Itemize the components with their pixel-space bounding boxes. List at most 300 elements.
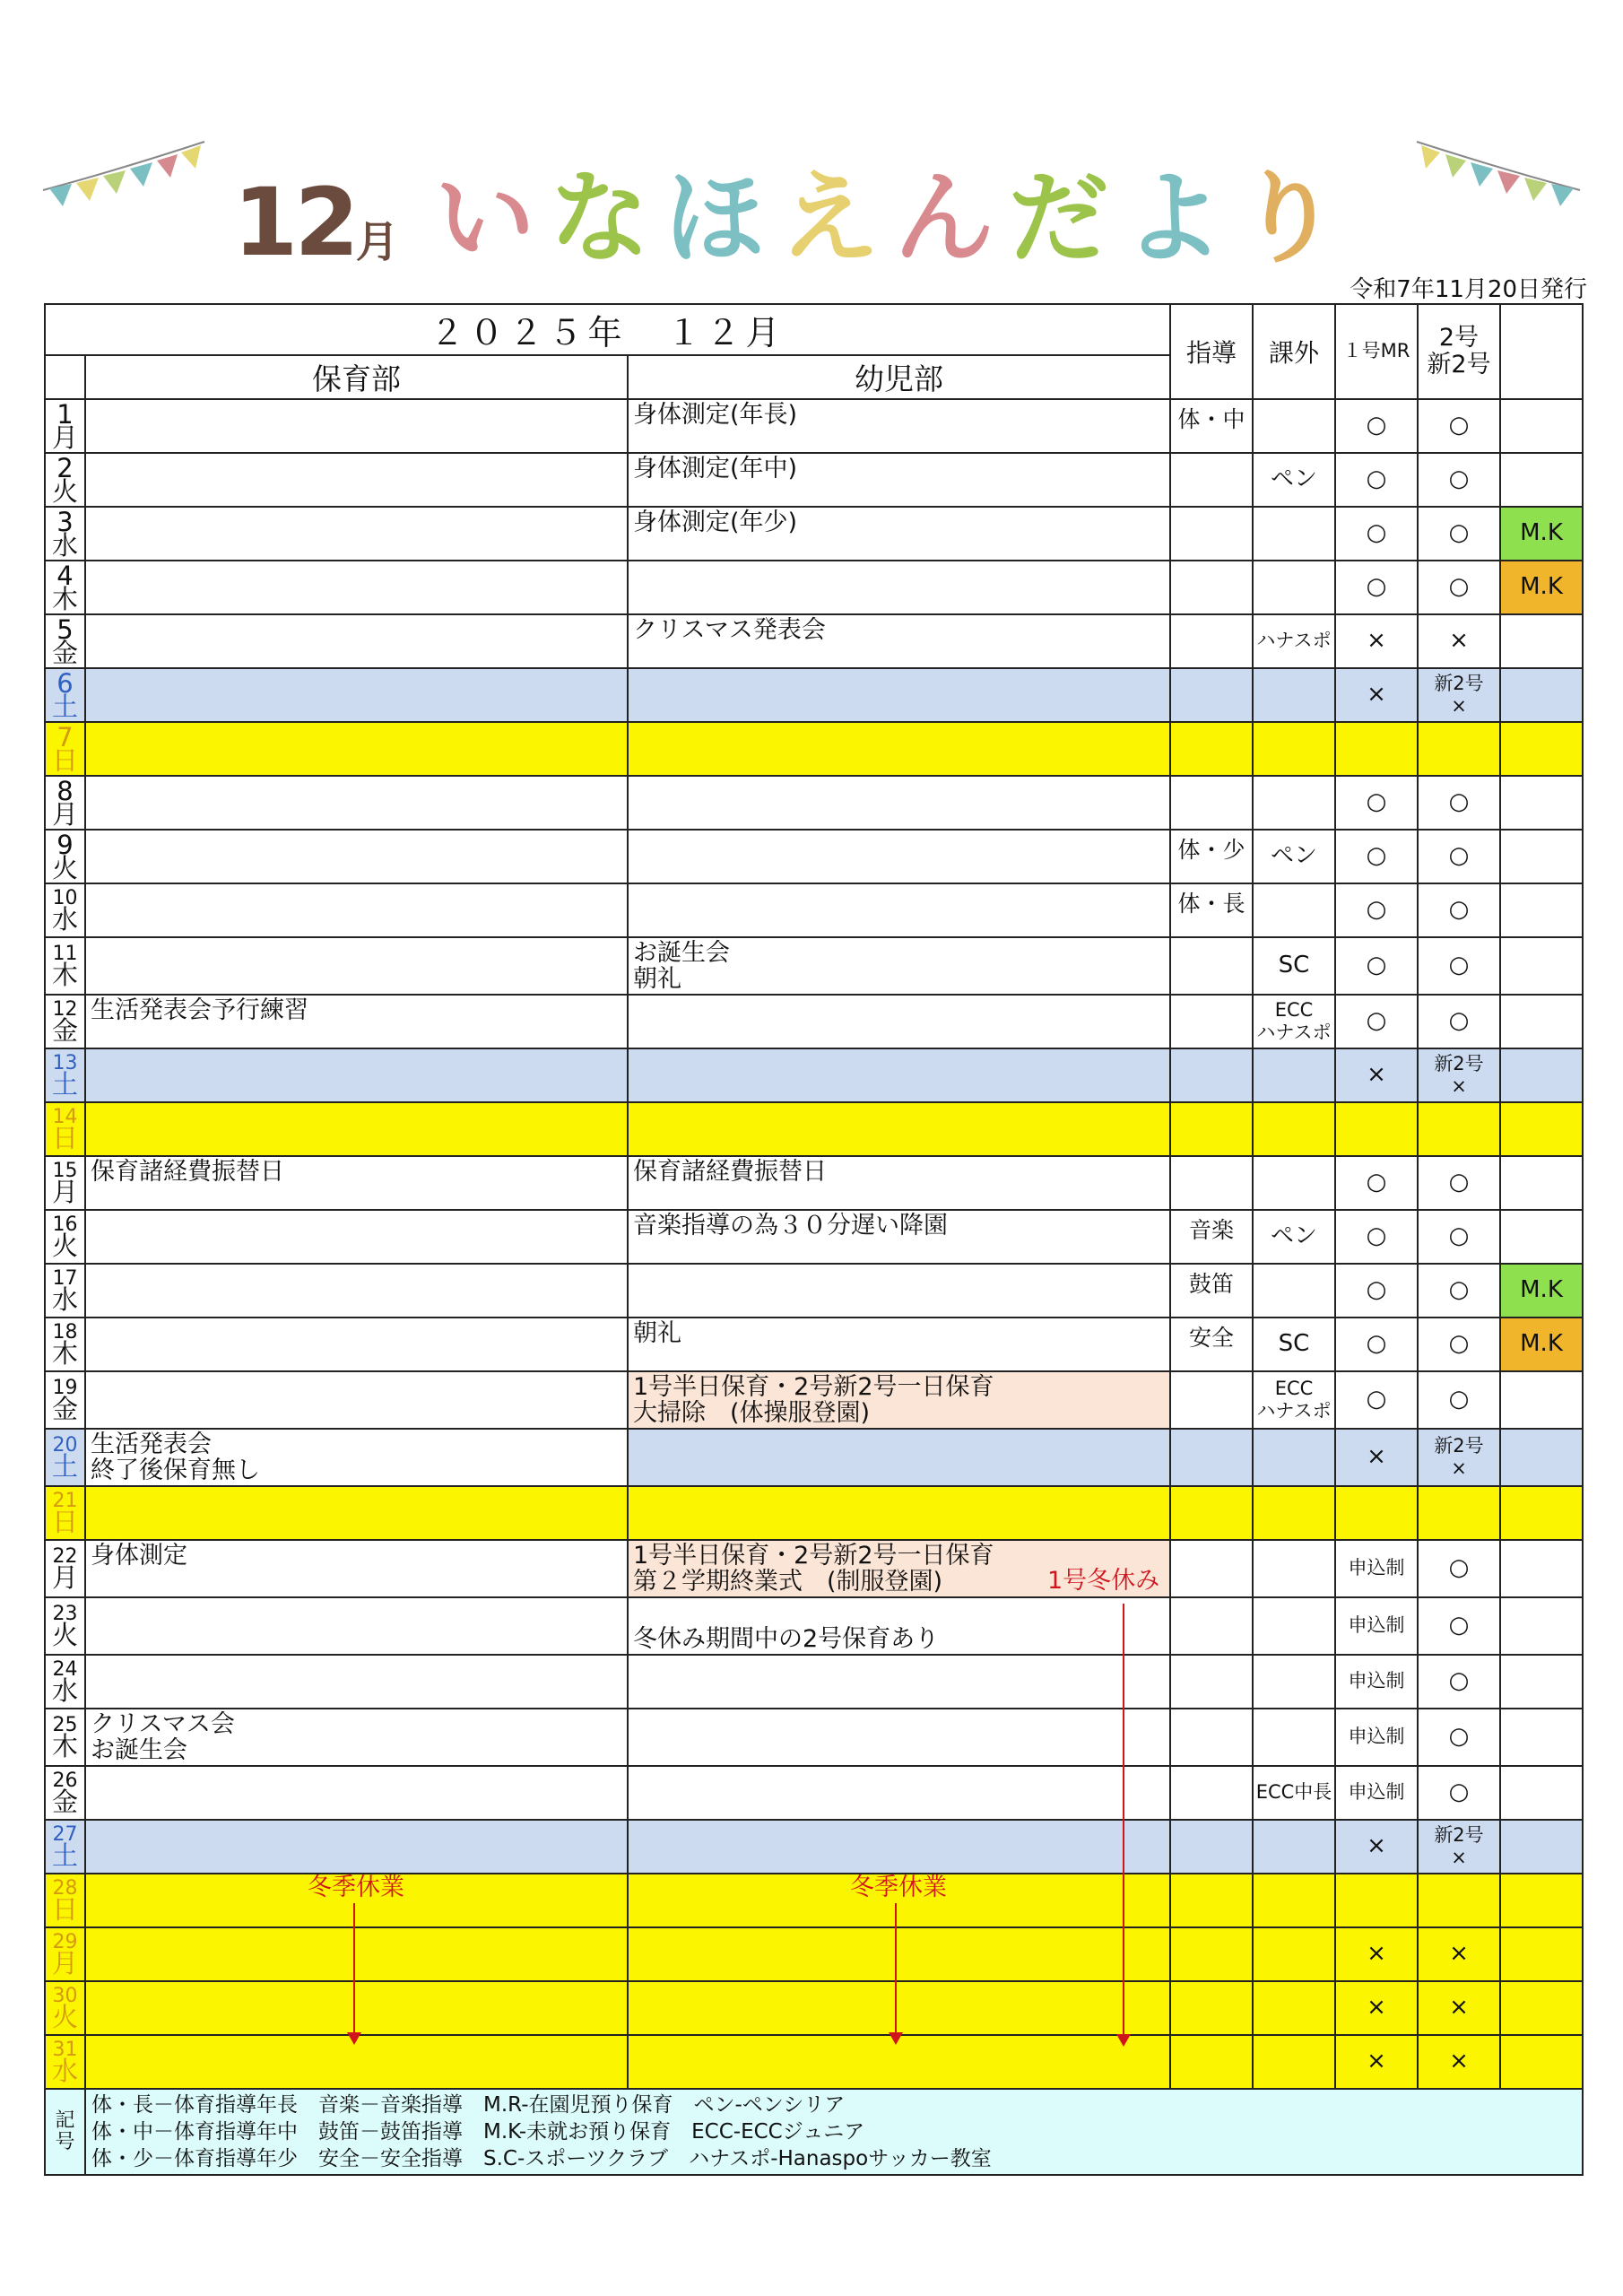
col-hoiku-header: 保育部 [85,355,628,399]
mr-cell: 申込制 [1335,1766,1418,1820]
table-row [45,1156,1583,1210]
hoiku-cell [85,1820,628,1874]
kagai-cell: ECC中長 [1253,1766,1335,1820]
day-cell [45,507,85,561]
mr-cell: ○ [1335,1318,1418,1371]
hoiku-cell [85,1371,628,1429]
table-row [45,453,1583,507]
extra-cell [1500,1486,1583,1540]
day-cell [45,399,85,453]
yoji-cell [628,1486,1170,1540]
kagai-cell [1253,2035,1335,2089]
extra-cell [1500,1709,1583,1766]
kagai-cell [1253,1820,1335,1874]
mr-cell: 申込制 [1335,1709,1418,1766]
day-cell [45,453,85,507]
hoiku-cell [85,1048,628,1102]
shido-cell [1170,1927,1253,1981]
shido-cell [1170,1371,1253,1429]
yoji-cell [628,995,1170,1048]
title-char: ん [893,161,994,277]
kagai-cell [1253,399,1335,453]
day-cell [45,1766,85,1820]
day-number: 17 [52,1267,78,1291]
hoiku-cell [85,830,628,883]
table-row [45,1927,1583,1981]
weekday: 日 [51,1506,78,1537]
weekday: 金 [51,1786,78,1817]
day-cell [45,2035,85,2089]
kagai-cell [1253,1048,1335,1102]
yoji-cell [628,1927,1170,1981]
new2-cell: × [1418,614,1500,668]
shido-cell [1170,1540,1253,1597]
new2-cell: ○ [1418,1371,1500,1429]
day-cell [45,668,85,722]
day-cell [45,995,85,1048]
hoiku-cell [85,453,628,507]
weekday: 月 [51,1947,78,1979]
day-number: 12 [52,998,78,1022]
day-number: 11 [52,943,78,966]
legend-line: 体・中－体育指導年中 鼓笛－鼓笛指導 M.K-未就お預り保育 ECC-ECCジュニア [91,2120,865,2144]
weekday: 火 [51,476,78,507]
weekday: 土 [51,1450,78,1482]
yoji-cell: 1号半日保育・2号新2号一日保育 大掃除 (体操服登園) [628,1371,1170,1429]
mr-cell: × [1335,1981,1418,2035]
extra-cell: M.K [1500,507,1583,561]
hoiku-cell: 生活発表会予行練習 [85,995,628,1048]
yoji-cell: 音楽指導の為３０分遅い降園 [628,1210,1170,1264]
hoiku-cell [85,1210,628,1264]
yoji-cell: クリスマス発表会 [628,614,1170,668]
legend-label [45,2089,85,2175]
table-row [45,1318,1583,1371]
day-number: 27 [52,1823,78,1847]
day-cell [45,1048,85,1102]
new2-cell [1418,1486,1500,1540]
extra-cell [1500,1874,1583,1927]
table-row [45,1102,1583,1156]
weekday: 水 [51,1283,78,1315]
new2-cell: ○ [1418,399,1500,453]
title-char: ほ [664,161,765,277]
mr-cell: ○ [1335,453,1418,507]
kagai-cell: ECC ハナスポ [1253,1371,1335,1429]
day-cell [45,1210,85,1264]
table-row [45,937,1583,995]
weekday: 水 [51,530,78,561]
day-number: 29 [52,1931,78,1954]
extra-cell: M.K [1500,1264,1583,1318]
day-number: 23 [52,1603,78,1626]
weekday: 日 [51,745,78,776]
shido-cell [1170,1766,1253,1820]
mr-cell: ○ [1335,507,1418,561]
mr-cell [1335,1102,1418,1156]
title-char: よ [1123,161,1224,277]
new2-cell: ○ [1418,1540,1500,1597]
hoiku-cell: 身体測定 [85,1540,628,1597]
new2-cell: ○ [1418,1597,1500,1655]
new2-cell: ○ [1418,453,1500,507]
kagai-cell [1253,1486,1335,1540]
kagai-cell [1253,1597,1335,1655]
weekday: 土 [51,1068,78,1100]
hoiku-cell [85,1655,628,1709]
kagai-cell [1253,883,1335,937]
table-row [45,1210,1583,1264]
mr-cell: × [1335,1048,1418,1102]
yoji-cell: お誕生会 朝礼 [628,937,1170,995]
shido-cell [1170,937,1253,995]
shido-cell [1170,668,1253,722]
title-char: だ [1008,161,1109,277]
table-row [45,883,1583,937]
mr-cell: ○ [1335,399,1418,453]
day-cell [45,1318,85,1371]
yoji-cell: 1号半日保育・2号新2号一日保育 第２学期終業式 (制服登園) [628,1540,1170,1597]
mr-cell [1335,1874,1418,1927]
hoiku-cell [85,399,628,453]
shido-cell [1170,453,1253,507]
new2-cell: 新2号 × [1418,668,1500,722]
yoji-cell [628,1102,1170,1156]
mr-cell: × [1335,1820,1418,1874]
new2-cell: ○ [1418,937,1500,995]
new2-cell: ○ [1418,995,1500,1048]
yoji-cell [628,722,1170,776]
kagai-cell [1253,668,1335,722]
weekday: 木 [51,1337,78,1369]
kagai-cell: ECC ハナスポ [1253,995,1335,1048]
mr-cell: ○ [1335,1156,1418,1210]
shido-cell: 体・中 [1170,399,1253,453]
day-number: 31 [52,2039,78,2062]
hoiku-cell [85,1318,628,1371]
table-row [45,399,1583,453]
yoji-cell [628,1820,1170,1874]
day-cell [45,1655,85,1709]
year-month-header: ２０２５年 １２月 [45,304,1170,355]
hoiku-cell [85,668,628,722]
hoiku-cell [85,1264,628,1318]
new2-cell: ○ [1418,507,1500,561]
weekday: 日 [51,1893,78,1925]
kagai-cell [1253,1655,1335,1709]
day-cell [45,1264,85,1318]
weekday: 月 [51,1561,78,1593]
mr-cell [1335,1486,1418,1540]
mr-cell: 申込制 [1335,1597,1418,1655]
mr-cell: ○ [1335,1210,1418,1264]
legend-line: 体・長－体育指導年長 音楽－音楽指導 M.R-在園児預り保育 ペン-ペンシリア [91,2093,846,2117]
day-number: 8 [56,776,74,806]
shido-cell [1170,1156,1253,1210]
extra-cell [1500,937,1583,995]
weekday: 月 [51,799,78,830]
day-number: 14 [52,1106,78,1129]
table-row [45,776,1583,830]
mr-cell: ○ [1335,883,1418,937]
legend-row [45,2089,1583,2175]
winter-break-label-hoiku: 冬季休業 [308,1874,404,1901]
new2-cell [1418,722,1500,776]
shido-cell: 体・長 [1170,883,1253,937]
extra-cell [1500,1655,1583,1709]
yoji-cell [628,830,1170,883]
day-number: 16 [52,1213,78,1237]
day-cell [45,1429,85,1486]
weekday: 火 [51,1619,78,1650]
kagai-cell [1253,1981,1335,2035]
new2-cell: ○ [1418,1156,1500,1210]
day-cell [45,776,85,830]
weekday: 金 [51,638,78,668]
day-number: 10 [52,887,78,910]
weekday: 木 [51,1730,78,1761]
kagai-cell: SC [1253,1318,1335,1371]
extra-cell [1500,1927,1583,1981]
shido-cell [1170,1048,1253,1102]
shido-cell: 鼓笛 [1170,1264,1253,1318]
winter-1go-label: 1号冬休み [1047,1567,1160,1595]
table-row [45,1766,1583,1820]
extra-cell [1500,668,1583,722]
yoji-cell: 朝礼 [628,1318,1170,1371]
table-row [45,1540,1583,1597]
extra-cell: M.K [1500,561,1583,614]
hoiku-cell [85,722,628,776]
yoji-cell [628,1981,1170,2035]
kagai-cell [1253,1540,1335,1597]
kagai-cell [1253,1429,1335,1486]
shido-cell [1170,1102,1253,1156]
day-number: 18 [52,1321,78,1344]
weekday: 土 [51,1839,78,1871]
extra-cell [1500,883,1583,937]
hoiku-cell [85,1597,628,1655]
day-cell [45,1540,85,1597]
kagai-cell [1253,507,1335,561]
title-char: え [778,161,880,277]
table-row [45,1709,1583,1766]
day-cell [45,1927,85,1981]
day-cell [45,883,85,937]
kagai-cell [1253,776,1335,830]
yoji-cell [628,776,1170,830]
bunting-right [1417,142,1580,206]
day-cell [45,561,85,614]
kagai-cell: ハナスポ [1253,614,1335,668]
shido-cell [1170,1655,1253,1709]
title-text [434,161,1353,277]
extra-cell [1500,1371,1583,1429]
newsletter-title [233,152,1399,277]
extra-cell [1500,1210,1583,1264]
kagai-cell [1253,1102,1335,1156]
table-row [45,1820,1583,1874]
new2-cell [1418,1874,1500,1927]
mr-cell [1335,722,1418,776]
yoji-cell [628,883,1170,937]
kagai-cell: SC [1253,937,1335,995]
extra-cell [1500,1429,1583,1486]
weekday: 日 [51,1122,78,1153]
day-number: 26 [52,1770,78,1793]
table-row [45,722,1583,776]
shido-cell [1170,1981,1253,2035]
shido-cell [1170,722,1253,776]
table-row [45,1264,1583,1318]
weekday: 木 [51,959,78,990]
shido-cell [1170,2035,1253,2089]
calendar-table [44,303,1584,2176]
day-cell [45,1486,85,1540]
weekday: 水 [51,903,78,935]
extra-cell [1500,399,1583,453]
arrow-down-icon [1123,1604,1124,2036]
day-cell [45,1597,85,1655]
extra-cell [1500,1820,1583,1874]
day-cell [45,1820,85,1874]
table-row [45,614,1583,668]
col-yoji-header: 幼児部 [628,355,1170,399]
mr-cell: × [1335,2035,1418,2089]
yoji-cell [628,1655,1170,1709]
extra-cell [1500,453,1583,507]
shido-cell: 音楽 [1170,1210,1253,1264]
shido-cell [1170,776,1253,830]
new2-cell: ○ [1418,1655,1500,1709]
weekday: 月 [51,422,78,453]
shido-cell [1170,561,1253,614]
bunting-left [43,142,204,206]
table-row [45,1048,1583,1102]
kagai-cell [1253,1156,1335,1210]
extra-cell [1500,1981,1583,2035]
day-number: 20 [52,1434,78,1457]
extra-cell [1500,1102,1583,1156]
day-number: 5 [56,614,74,645]
yoji-cell [628,1048,1170,1102]
mr-cell: 申込制 [1335,1655,1418,1709]
shido-cell: 体・少 [1170,830,1253,883]
day-number: 15 [52,1160,78,1183]
title-number: 12 [233,168,356,277]
day-cell [45,1981,85,2035]
table-row [45,1371,1583,1429]
weekday: 金 [51,1393,78,1424]
col-extra-header [1500,304,1583,399]
day-cell [45,1874,85,1927]
shido-cell [1170,1486,1253,1540]
new2-cell: ○ [1418,883,1500,937]
extra-cell [1500,614,1583,668]
hoiku-cell [85,614,628,668]
legend-line: 体・少－体育指導年少 安全－安全指導 S.C-スポーツクラブ ハナスポ-Hanaspoサッカー教室 [91,2147,992,2170]
table-row [45,995,1583,1048]
kagai-cell [1253,1927,1335,1981]
shido-cell [1170,1429,1253,1486]
yoji-cell [628,1264,1170,1318]
shido-cell [1170,614,1253,668]
extra-cell [1500,1156,1583,1210]
extra-cell [1500,1766,1583,1820]
new2-cell: ○ [1418,1210,1500,1264]
new2-cell: ○ [1418,561,1500,614]
shido-cell [1170,1820,1253,1874]
hoiku-cell: 生活発表会 終了後保育無し [85,1429,628,1486]
title-char: い [434,161,535,277]
col-mr-header: １号MR [1335,304,1418,399]
hoiku-cell [85,883,628,937]
day-cell [45,722,85,776]
weekday: 木 [51,584,78,614]
mr-cell: ○ [1335,1371,1418,1429]
hoiku-cell [85,507,628,561]
mr-cell: × [1335,614,1418,668]
extra-cell [1500,776,1583,830]
legend-label-text: 記 号 [55,2109,75,2153]
extra-cell [1500,722,1583,776]
new2-cell: ○ [1418,1318,1500,1371]
kagai-cell [1253,561,1335,614]
yoji-cell: 保育諸経費振替日 [628,1156,1170,1210]
col-shido-header: 指導 [1170,304,1253,399]
new2-cell: ○ [1418,1766,1500,1820]
weekday: 月 [51,1176,78,1207]
day-cell [45,830,85,883]
day-number: 24 [52,1658,78,1682]
weekday: 土 [51,691,78,722]
mr-cell: ○ [1335,776,1418,830]
table-row [45,507,1583,561]
kagai-cell: ペン [1253,1210,1335,1264]
issue-date: 令和7年11月20日発行 [1350,276,1587,303]
shido-cell [1170,1709,1253,1766]
yoji-cell [628,1429,1170,1486]
extra-cell [1500,1597,1583,1655]
shido-cell [1170,507,1253,561]
mr-cell: ○ [1335,830,1418,883]
mr-cell: ○ [1335,1264,1418,1318]
extra-cell [1500,2035,1583,2089]
winter-break-label-yoji: 冬季休業 [850,1874,947,1901]
yoji-cell: 冬休み期間中の2号保育あり [628,1597,1170,1655]
yoji-cell: 身体測定(年中) [628,453,1170,507]
table-row [45,1981,1583,2035]
extra-cell [1500,995,1583,1048]
day-number: 3 [56,507,74,537]
mr-cell: × [1335,1927,1418,1981]
weekday: 火 [51,853,78,883]
table-row [45,561,1583,614]
title-char: り [1237,161,1339,277]
table-row [45,1486,1583,1540]
arrow-down-icon [353,1903,355,2034]
weekday: 火 [51,2001,78,2032]
title-month: 月 [355,217,399,267]
day-cell [45,1371,85,1429]
yoji-cell: 身体測定(年長) [628,399,1170,453]
day-number: 30 [52,1985,78,2008]
day-cell [45,1102,85,1156]
legend-text [85,2089,1583,2175]
hoiku-cell [85,1927,628,1981]
day-number: 4 [56,561,74,591]
hoiku-cell [85,1102,628,1156]
